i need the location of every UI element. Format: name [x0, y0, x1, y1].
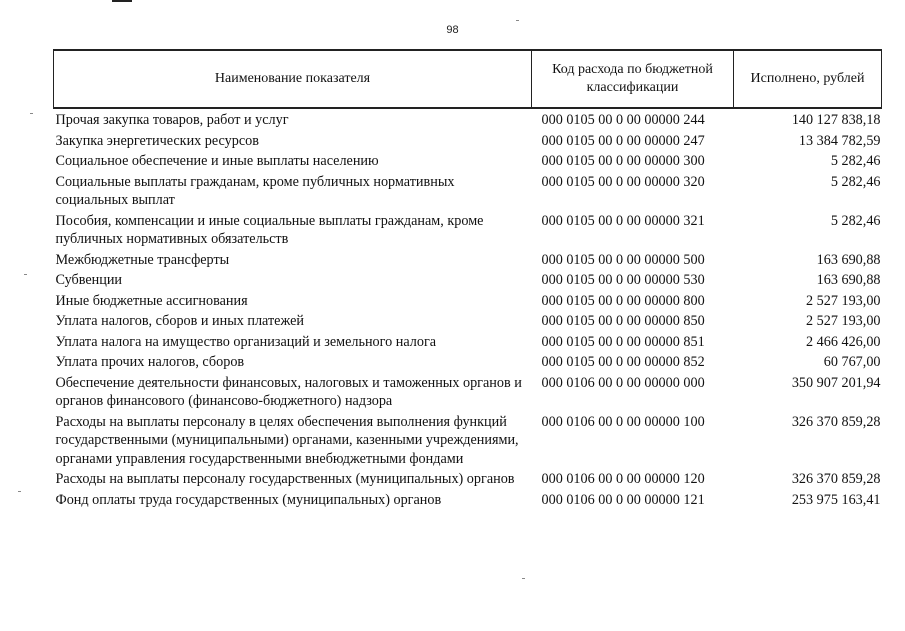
row-code: 000 0105 00 0 00 00000 247 — [541, 132, 705, 149]
row-name: Уплата налогов, сборов и иных платежей — [55, 313, 304, 329]
row-code: 000 0105 00 0 00 00000 244 — [541, 112, 705, 128]
row-name: Межбюджетные трансферты — [55, 251, 230, 268]
table-row — [54, 491, 882, 512]
table-row — [54, 251, 882, 272]
row-amount: 350 907 201,94 — [791, 374, 881, 391]
header-name: Наименование показателя — [54, 50, 532, 108]
row-amount: 253 975 163,41 — [791, 491, 881, 508]
table-row — [54, 152, 882, 173]
row-code: 000 0106 00 0 00 00000 120 — [541, 471, 705, 487]
row-name: Обеспечение деятельности финансовых, налоговых и таможенных органов и органов финансового (финансово-бюджетного) надзора — [55, 374, 522, 409]
row-code: 000 0106 00 0 00 00000 100 — [541, 413, 705, 430]
row-name: Социальное обеспечение и иные выплаты населению — [55, 153, 379, 169]
table-row — [54, 292, 882, 313]
row-amount: 60 767,00 — [823, 354, 881, 370]
row-code: 000 0106 00 0 00 00000 121 — [541, 491, 705, 508]
row-name: Расходы на выплаты персоналу в целях обеспечения выполнения функций государственными (муниципальными) органами, казенными учреждениями, органами управления государственными внебюджетными фондами — [55, 413, 519, 467]
scan-speck — [522, 578, 525, 579]
scan-speck — [24, 274, 27, 275]
row-amount: 2 466 426,00 — [806, 333, 881, 350]
row-amount: 140 127 838,18 — [791, 112, 881, 128]
row-name: Иные бюджетные ассигнования — [55, 292, 248, 309]
row-name: Фонд оплаты труда государственных (муниципальных) органов — [55, 491, 442, 508]
row-code: 000 0105 00 0 00 00000 300 — [541, 153, 705, 169]
row-amount: 326 370 859,28 — [791, 471, 881, 487]
table-row — [54, 470, 882, 491]
scan-speck — [516, 20, 519, 21]
row-name: Социальные выплаты гражданам, кроме публичных нормативных социальных выплат — [55, 173, 455, 208]
row-code: 000 0105 00 0 00 00000 850 — [541, 313, 705, 329]
table-row — [54, 312, 882, 333]
page-number: 98 — [446, 24, 459, 36]
header-row — [54, 50, 882, 108]
table-header — [54, 50, 882, 108]
row-code: 000 0105 00 0 00 00000 321 — [541, 212, 705, 229]
row-code: 000 0105 00 0 00 00000 852 — [541, 354, 705, 370]
header-amount: Исполнено, рублей — [734, 50, 882, 108]
table-row — [54, 353, 882, 374]
table-row — [54, 333, 882, 354]
row-code: 000 0106 00 0 00 00000 000 — [541, 374, 705, 391]
row-code: 000 0105 00 0 00 00000 530 — [541, 272, 705, 288]
row-code: 000 0105 00 0 00 00000 320 — [541, 173, 705, 190]
expense-table — [53, 49, 882, 511]
row-amount: 326 370 859,28 — [791, 413, 881, 430]
table-body — [54, 108, 882, 511]
row-amount: 5 282,46 — [830, 173, 881, 190]
table-row — [54, 108, 882, 132]
table-row — [54, 374, 882, 413]
header-code: Код расхода по бюджетной классификации — [532, 50, 734, 108]
scan-speck — [18, 491, 21, 492]
row-code: 000 0105 00 0 00 00000 800 — [541, 292, 705, 309]
row-name: Субвенции — [55, 272, 123, 288]
row-name: Прочая закупка товаров, работ и услуг — [55, 112, 289, 128]
table-row — [54, 413, 882, 471]
row-code: 000 0105 00 0 00 00000 851 — [541, 333, 705, 350]
row-amount: 2 527 193,00 — [806, 292, 881, 309]
table-row — [54, 173, 882, 212]
row-amount: 5 282,46 — [830, 153, 881, 169]
row-name: Уплата налога на имущество организаций и земельного налога — [55, 333, 437, 350]
row-code: 000 0105 00 0 00 00000 500 — [541, 251, 705, 268]
table-row — [54, 271, 882, 292]
row-name: Расходы на выплаты персоналу государственных (муниципальных) органов — [55, 471, 515, 487]
row-amount: 5 282,46 — [830, 212, 881, 229]
row-name: Пособия, компенсации и иные социальные выплаты гражданам, кроме публичных нормативных обязательств — [55, 212, 484, 247]
scan-mark — [112, 0, 132, 2]
row-name: Закупка энергетических ресурсов — [55, 132, 259, 149]
row-amount: 2 527 193,00 — [806, 313, 881, 329]
row-amount: 163 690,88 — [816, 251, 881, 268]
row-amount: 13 384 782,59 — [798, 132, 881, 149]
table-row — [54, 132, 882, 153]
row-amount: 163 690,88 — [816, 272, 881, 288]
table-row — [54, 212, 882, 251]
scan-speck — [30, 113, 33, 114]
row-name: Уплата прочих налогов, сборов — [55, 354, 245, 370]
